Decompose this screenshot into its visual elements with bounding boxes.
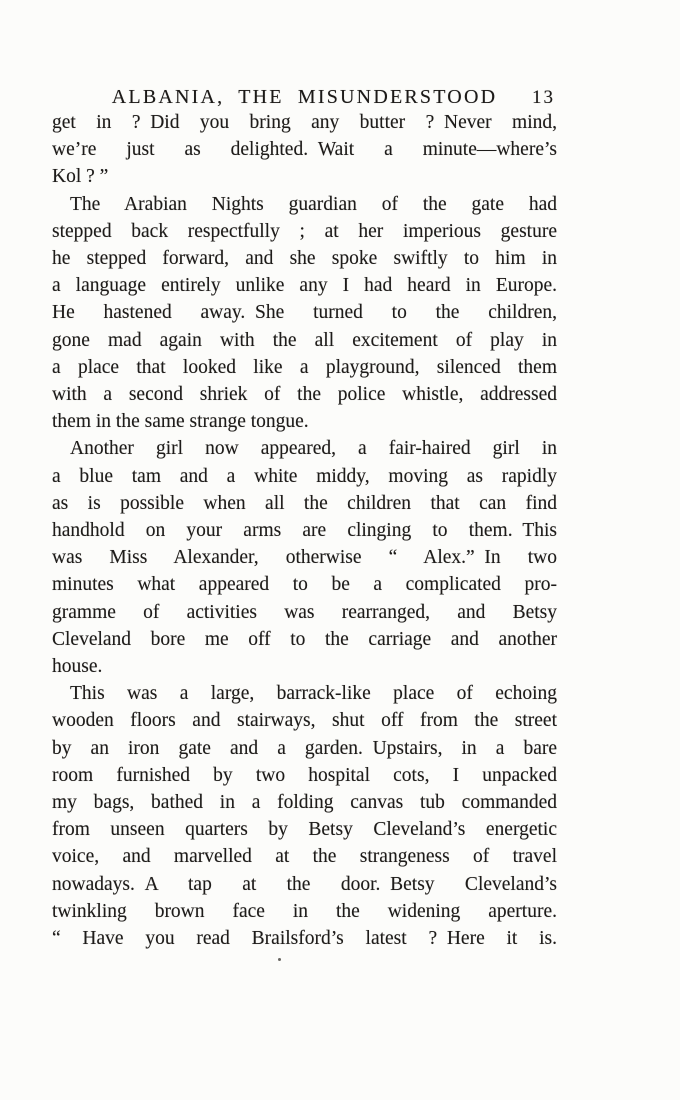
text-line: was Miss Alexander, otherwise “ Alex.” In two bbox=[52, 547, 557, 569]
print-artifact-dot bbox=[278, 958, 281, 961]
text-line: wooden floors and stairways, shut off from the street bbox=[52, 710, 557, 732]
text-line: voice, and marvelled at the strangeness of travel bbox=[52, 846, 557, 868]
text-block bbox=[52, 109, 557, 952]
text-line: he stepped forward, and she spoke swiftly to him in bbox=[52, 248, 557, 270]
paragraph bbox=[52, 109, 557, 191]
text-line: get in ? Did you bring any butter ? Never mind, bbox=[52, 112, 557, 133]
text-line: minutes what appeared to be a complicated pro- bbox=[52, 574, 557, 596]
text-line: a blue tam and a white middy, moving as rapidly bbox=[52, 465, 557, 487]
text-line: a language entirely unlike any I had heard in Europe. bbox=[52, 275, 557, 297]
text-line: “ Have you read Brailsford’s latest ? Here it is. bbox=[52, 928, 557, 950]
text-line: gramme of activities was rearranged, and Betsy bbox=[52, 601, 557, 623]
text-line: gone mad again with the all excitement of play in bbox=[52, 329, 557, 351]
text-line: from unseen quarters by Betsy Cleveland’s energetic bbox=[52, 819, 557, 841]
text-line: stepped back respectfully ; at her imperious gesture bbox=[52, 220, 557, 242]
text-line: nowadays. A tap at the door. Betsy Cleveland’s bbox=[52, 873, 557, 895]
text-line: He hastened away. She turned to the children, bbox=[52, 302, 557, 324]
text-line: Kol ? ” bbox=[52, 166, 109, 188]
paragraph bbox=[52, 680, 557, 952]
text-line: a place that looked like a playground, silenced them bbox=[52, 356, 557, 378]
text-line: room furnished by two hospital cots, I unpacked bbox=[52, 764, 557, 786]
text-line: we’re just as delighted. Wait a minute—where’s bbox=[52, 139, 557, 161]
paragraph bbox=[52, 191, 557, 436]
text-line: twinkling brown face in the widening aperture. bbox=[52, 900, 557, 922]
text-line: with a second shriek of the police whistle, addressed bbox=[52, 384, 557, 406]
text-line: them in the same strange tongue. bbox=[52, 411, 309, 433]
running-title: ALBANIA, THE MISUNDERSTOOD bbox=[111, 86, 498, 108]
page-number: 13 bbox=[532, 87, 555, 108]
text-line: as is possible when all the children that can find bbox=[52, 492, 557, 514]
text-line: handhold on your arms are clinging to them. This bbox=[52, 520, 557, 542]
text-line: my bags, bathed in a folding canvas tub commanded bbox=[52, 792, 557, 814]
paragraph bbox=[52, 435, 557, 680]
text-line: Cleveland bore me off to the carriage and another bbox=[52, 628, 557, 650]
text-line: Another girl now appeared, a fair-haired girl in bbox=[70, 438, 557, 460]
page-header bbox=[52, 86, 557, 109]
text-line: by an iron gate and a garden. Upstairs, in a bare bbox=[52, 737, 557, 759]
text-line: The Arabian Nights guardian of the gate had bbox=[70, 193, 557, 215]
text-line: house. bbox=[52, 656, 103, 678]
text-line: This was a large, barrack-like place of echoing bbox=[70, 683, 557, 705]
